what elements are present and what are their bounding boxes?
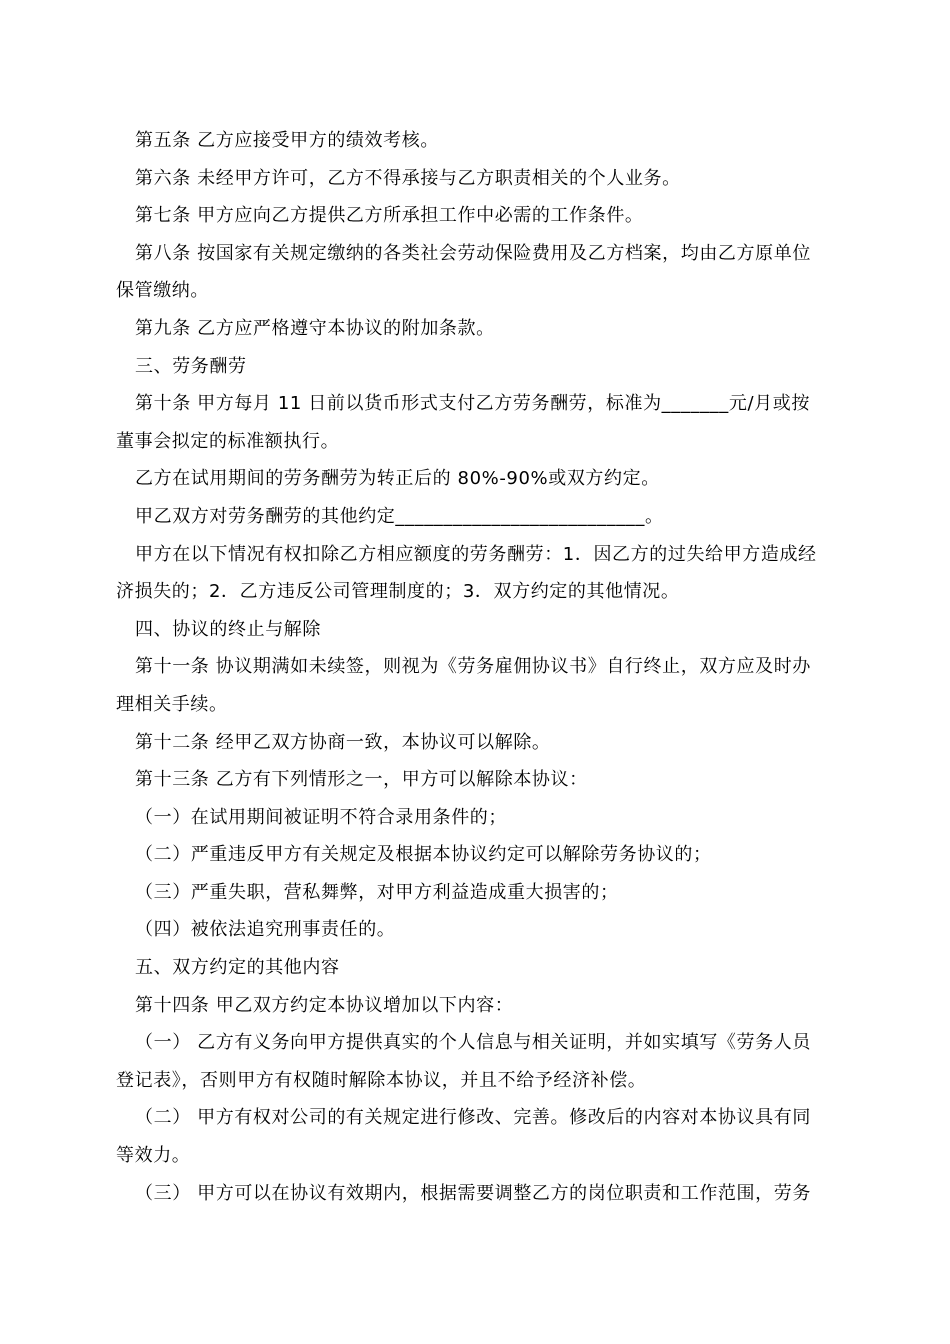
section-heading-4: 四、协议的终止与解除 <box>135 618 321 640</box>
clause-13-item-2: （二）严重违反甲方有关规定及根据本协议约定可以解除劳务协议的； <box>135 844 712 866</box>
clause-6: 第六条 未经甲方许可，乙方不得承接与乙方职责相关的个人业务。 <box>135 167 681 189</box>
clause-11-line-2: 理相关手续。 <box>116 693 228 715</box>
clause-8-line-1: 第八条 按国家有关规定缴纳的各类社会劳动保险费用及乙方档案，均由乙方原单位 <box>135 242 811 264</box>
other-pay-agreement-paragraph: 甲乙双方对劳务酬劳的其他约定__________________________。 <box>135 505 664 527</box>
clause-7: 第七条 甲方应向乙方提供乙方所承担工作中必需的工作条件。 <box>135 205 644 227</box>
section-heading-5: 五、双方约定的其他内容 <box>135 957 340 979</box>
clause-5: 第五条 乙方应接受甲方的绩效考核。 <box>135 130 439 151</box>
clause-13-item-4: （四）被依法追究刑事责任的。 <box>135 919 396 941</box>
clause-14-item-2-line-1: （二） 甲方有权对公司的有关规定进行修改、完善。修改后的内容对本协议具有同 <box>135 1107 811 1129</box>
clause-11-line-1: 第十一条 协议期满如未续签，则视为《劳务雇佣协议书》自行终止，双方应及时办 <box>135 656 811 678</box>
clause-8-line-2: 保管缴纳。 <box>116 280 209 302</box>
section-heading-3: 三、劳务酬劳 <box>135 355 247 377</box>
clause-14-item-1-line-1: （一） 乙方有义务向甲方提供真实的个人信息与相关证明，并如实填写《劳务人员 <box>135 1032 811 1054</box>
deduction-paragraph-line-2: 济损失的；2．乙方违反公司管理制度的；3．双方约定的其他情况。 <box>116 581 680 603</box>
clause-13-item-1: （一）在试用期间被证明不符合录用条件的； <box>135 806 507 828</box>
clause-13: 第十三条 乙方有下列情形之一，甲方可以解除本协议： <box>135 769 588 791</box>
clause-14-item-1-line-2: 登记表》，否则甲方有权随时解除本协议，并且不给予经济补偿。 <box>116 1069 647 1091</box>
clause-14-item-2-line-2: 等效力。 <box>116 1145 191 1167</box>
clause-14-item-3-line-1: （三） 甲方可以在协议有效期内，根据需要调整乙方的岗位职责和工作范围，劳务 <box>135 1182 811 1204</box>
clause-12: 第十二条 经甲乙双方协商一致，本协议可以解除。 <box>135 731 551 753</box>
clause-13-item-3: （三）严重失职，营私舞弊，对甲方利益造成重大损害的； <box>135 881 619 903</box>
clause-9: 第九条 乙方应严格遵守本协议的附加条款。 <box>135 317 495 339</box>
deduction-paragraph-line-1: 甲方在以下情况有权扣除乙方相应额度的劳务酬劳：1．因乙方的过失给甲方造成经 <box>135 543 817 565</box>
document-body <box>116 122 836 1212</box>
probation-pay-paragraph: 乙方在试用期间的劳务酬劳为转正后的 80%-90%或双方约定。 <box>135 468 660 490</box>
clause-10-line-1: 第十条 甲方每月 11 日前以货币形式支付乙方劳务酬劳，标准为_______元/月或按 <box>135 393 810 415</box>
clause-10-line-2: 董事会拟定的标准额执行。 <box>116 430 340 452</box>
clause-14: 第十四条 甲乙双方约定本协议增加以下内容： <box>135 994 514 1016</box>
